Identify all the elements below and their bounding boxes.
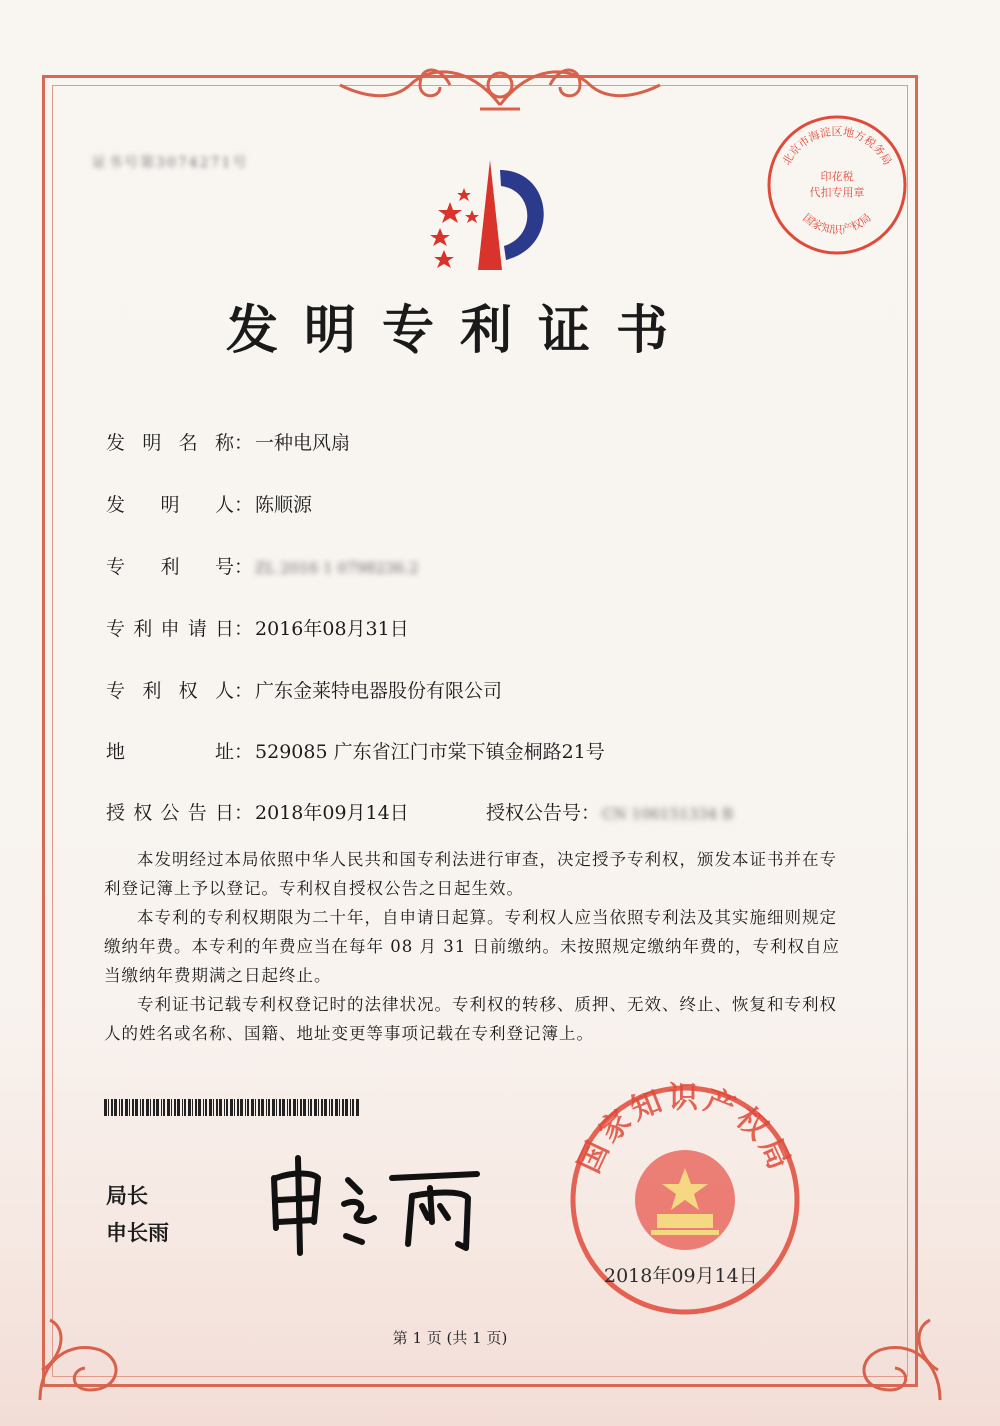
certificate-body: [104, 845, 849, 1048]
field-label: 发明人: [106, 494, 234, 516]
field-label: 授权公告日: [106, 802, 234, 824]
field-value: 529085 广东省江门市棠下镇金桐路21号: [255, 741, 605, 763]
page-footer: 第 1 页 (共 1 页): [392, 1329, 508, 1347]
body-paragraph: 专利证书记载专利权登记时的法律状况。专利权的转移、质押、无效、终止、恢复和专利权人的姓名或名称、国籍、地址变更等事项记载在专利登记簿上。: [104, 995, 837, 1043]
director-name: 申长雨: [106, 1221, 169, 1245]
body-paragraph: 本发明经过本局依照中华人民共和国专利法进行审查，决定授予专利权，颁发本证书并在专利登记簿上予以登记。专利权自授权公告之日起生效。: [104, 850, 837, 898]
field-patentee: 专利权人： 广东金莱特电器股份有限公司: [106, 676, 502, 703]
body-paragraph: 本专利的专利权期限为二十年，自申请日起算。专利权人应当依照专利法及其实施细则规定缴纳年费。本专利的年费应当在每年 08 月 31 日前缴纳。未按照规定缴纳年费的，专利权自应当缴纳年费期满之日起终止。: [104, 908, 840, 985]
cnipa-seal-ring-text: 国家知识产权局: [571, 1080, 799, 1179]
field-value: 陈顺源: [255, 494, 313, 516]
field-grant-date: 授权公告日： 2018年09月14日: [106, 798, 409, 825]
tax-seal-center-line2: 代扣专用章: [809, 186, 865, 199]
field-address: 地址： 529085 广东省江门市棠下镇金桐路21号: [106, 737, 605, 764]
field-label: 发明名称: [106, 432, 234, 454]
field-value: 广东金莱特电器股份有限公司: [255, 680, 503, 702]
field-inventor: 发明人： 陈顺源: [106, 490, 312, 517]
field-label: 专利申请日: [106, 618, 234, 640]
director-signature-icon: [262, 1148, 492, 1258]
field-grant-number: 授权公告号： CN 106151334 B: [486, 802, 734, 824]
tax-seal-center-line1: 印花税: [820, 170, 854, 183]
top-ornament-icon: [330, 55, 670, 115]
seal-date: 2018年09月14日: [604, 1265, 758, 1287]
field-value: 一种电风扇: [255, 432, 351, 454]
tax-seal-icon: [762, 110, 912, 260]
tax-seal-bottom-text: 国家知识产权局: [800, 211, 874, 237]
field-label: 专利权人: [106, 680, 234, 702]
svg-text:国家知识产权局: [800, 211, 873, 236]
field-label: 专利号: [106, 556, 234, 578]
corner-ornament-icon: [30, 1300, 140, 1410]
field-value: 2016年08月31日: [255, 618, 409, 640]
cnipa-logo-icon: [402, 150, 572, 280]
tax-seal-ring-text: 北京市海淀区地方税务局: [779, 125, 895, 168]
barcode-icon: [104, 1099, 362, 1116]
field-label: 地址: [106, 741, 234, 763]
certificate-title: 发明专利证书: [225, 300, 694, 361]
corner-ornament-icon: [840, 1300, 950, 1410]
field-patent-number: 专利号： ZL 2016 1 0798236.2: [106, 552, 419, 579]
field-application-date: 专利申请日： 2016年08月31日: [106, 614, 409, 641]
field-value: 2018年09月14日: [255, 802, 409, 824]
field-value: ZL 2016 1 0798236.2: [255, 559, 419, 577]
field-invention-name: 发明名称： 一种电风扇: [106, 428, 350, 455]
field-label: 授权公告号: [486, 802, 582, 824]
director-title: 局长: [106, 1184, 148, 1208]
certificate-number: 证书号第3074271号: [92, 155, 249, 171]
field-value: CN 106151334 B: [602, 805, 734, 823]
